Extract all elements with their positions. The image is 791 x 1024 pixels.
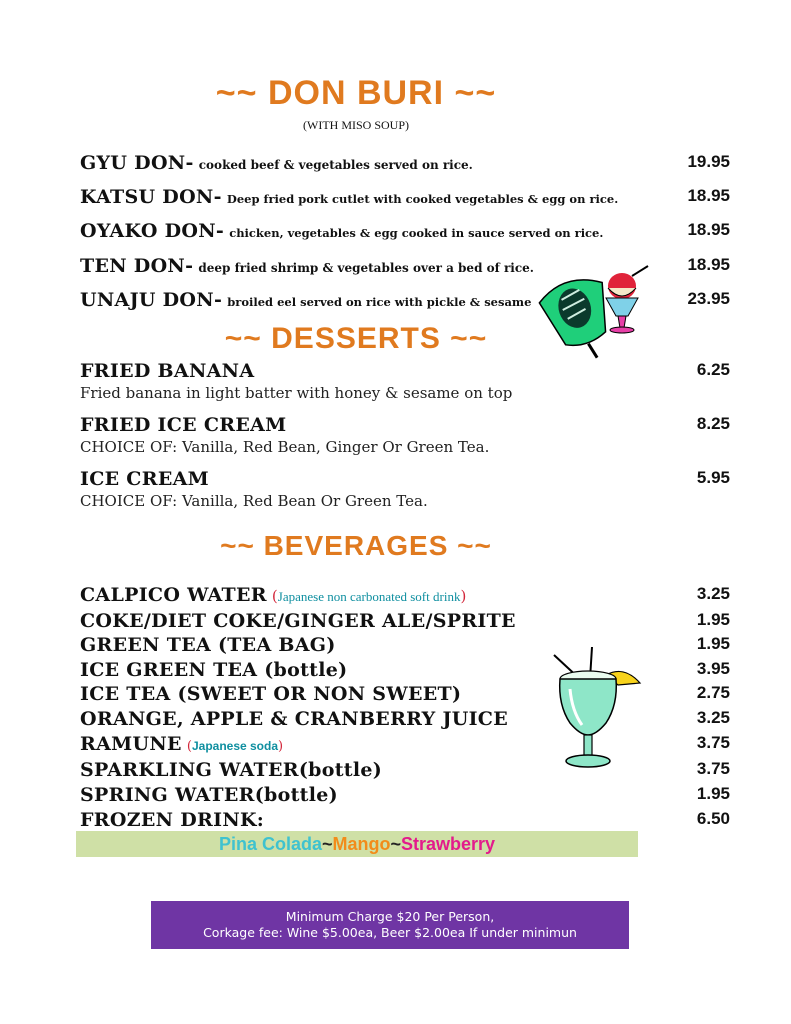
frozen-drink-glass-icon bbox=[548, 645, 644, 775]
paren-open: ( bbox=[186, 739, 192, 754]
item-price: 6.25 bbox=[696, 360, 730, 379]
item-price: 3.95 bbox=[696, 659, 730, 678]
item-price: 3.75 bbox=[696, 733, 730, 752]
item-name: RAMUNE bbox=[80, 733, 182, 755]
flavor-separator: ~ bbox=[321, 834, 333, 854]
desserts-heading: ~~ DESSERTS ~~ bbox=[224, 322, 488, 355]
item-price: 19.95 bbox=[687, 152, 730, 171]
don-buri-heading: ~~ DON BURI ~~ bbox=[215, 74, 497, 112]
item-name: GYU DON- bbox=[80, 152, 194, 174]
paren-close: ) bbox=[460, 587, 467, 605]
item-price: 3.25 bbox=[696, 708, 730, 727]
paren-open: ( bbox=[271, 587, 278, 605]
item-name: ICE GREEN TEA (bottle) bbox=[80, 659, 348, 681]
item-price: 1.95 bbox=[696, 610, 730, 629]
item-price: 18.95 bbox=[687, 220, 730, 239]
item-description: CHOICE OF: Vanilla, Red Bean Or Green Tea. bbox=[80, 492, 428, 510]
item-name: GREEN TEA (TEA BAG) bbox=[80, 634, 336, 656]
item-description: CHOICE OF: Vanilla, Red Bean, Ginger Or Green Tea. bbox=[80, 438, 490, 456]
item-price: 8.25 bbox=[696, 414, 730, 433]
item-name: KATSU DON- bbox=[80, 186, 222, 208]
item-name: ORANGE, APPLE & CRANBERRY JUICE bbox=[80, 708, 509, 730]
item-price: 18.95 bbox=[687, 186, 730, 205]
item-description: broiled eel served on rice with pickle & sesame bbox=[227, 295, 532, 309]
beverages-heading: ~~ BEVERAGES ~~ bbox=[220, 530, 492, 561]
item-name: ICE CREAM bbox=[80, 468, 209, 490]
menu-item-ice-cream bbox=[80, 468, 730, 490]
menu-item-spring-water bbox=[80, 784, 730, 806]
item-name: SPARKLING WATER(bottle) bbox=[80, 759, 383, 781]
flavor-strawberry: Strawberry bbox=[401, 834, 496, 854]
item-name: UNAJU DON- bbox=[80, 289, 223, 311]
item-price: 5.95 bbox=[696, 468, 730, 487]
item-price: 2.75 bbox=[696, 683, 730, 702]
menu-item-katsu-don bbox=[80, 186, 730, 208]
flavor-pina-colada: Pina Colada bbox=[218, 834, 322, 854]
menu-item-calpico-water bbox=[80, 584, 730, 606]
item-name: FROZEN DRINK: bbox=[80, 809, 265, 831]
item-price: 3.75 bbox=[696, 759, 730, 778]
item-price: 1.95 bbox=[696, 784, 730, 803]
menu-item-frozen-drink bbox=[80, 809, 730, 831]
notice-line-1: Minimum Charge $20 Per Person, bbox=[285, 909, 495, 924]
menu-item-coke bbox=[80, 610, 730, 632]
item-name: FRIED BANANA bbox=[80, 360, 255, 382]
item-description: Fried banana in light batter with honey & sesame on top bbox=[80, 384, 513, 402]
item-name: ICE TEA (SWEET OR NON SWEET) bbox=[80, 683, 462, 705]
item-name: FRIED ICE CREAM bbox=[80, 414, 287, 436]
menu-item-fried-ice-cream bbox=[80, 414, 730, 436]
item-name: CALPICO WATER bbox=[80, 584, 267, 606]
menu-item-oyako-don bbox=[80, 220, 730, 242]
menu-item-fried-banana bbox=[80, 360, 730, 382]
item-price: 23.95 bbox=[687, 289, 730, 308]
paren-close: ) bbox=[278, 739, 284, 754]
item-name: SPRING WATER(bottle) bbox=[80, 784, 338, 806]
item-note: Japanese soda bbox=[191, 739, 279, 753]
don-buri-subheading: (WITH MISO SOUP) bbox=[303, 118, 409, 132]
flavor-separator: ~ bbox=[390, 834, 401, 854]
item-price: 6.50 bbox=[696, 809, 730, 828]
notice-line-2: Corkage fee: Wine $5.00ea, Beer $2.00ea If under minimun bbox=[203, 925, 577, 940]
item-price: 1.95 bbox=[696, 634, 730, 653]
item-price: 18.95 bbox=[687, 255, 730, 274]
item-note: Japanese non carbonated soft drink bbox=[277, 589, 461, 604]
item-description: cooked beef & vegetables served on rice. bbox=[198, 158, 473, 172]
frozen-flavors-bar bbox=[76, 831, 638, 857]
item-name: COKE/DIET COKE/GINGER ALE/SPRITE bbox=[80, 610, 516, 632]
item-description: deep fried shrimp & vegetables over a bed of rice. bbox=[198, 261, 534, 275]
menu-item-gyu-don bbox=[80, 152, 730, 174]
flavor-mango: Mango bbox=[332, 834, 391, 854]
item-name: TEN DON- bbox=[80, 255, 194, 277]
item-name: OYAKO DON- bbox=[80, 220, 225, 242]
item-price: 3.25 bbox=[696, 584, 730, 603]
item-description: chicken, vegetables & egg cooked in sauce served on rice. bbox=[229, 226, 604, 240]
item-description: Deep fried pork cutlet with cooked vegetables & egg on rice. bbox=[226, 192, 619, 206]
minimum-charge-notice bbox=[151, 901, 629, 949]
